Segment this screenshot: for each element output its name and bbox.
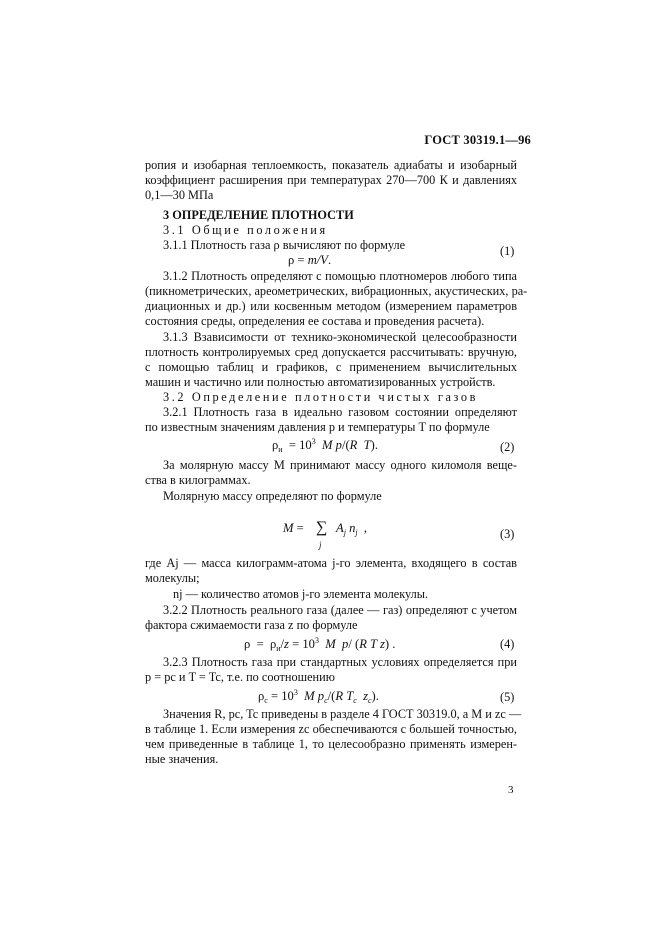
text-line: Значения R, pc, Tc приведены в разделе 4 ГОСТ 30319.0, а M и zc — [163, 707, 522, 721]
text-line: (пикнометрических, ареометрических, вибрационных, акустических, ра- [145, 284, 528, 298]
equation-number: (5) [500, 690, 515, 704]
text-line: 0,1—30 МПа [145, 188, 214, 202]
text-line: 3.2.3 Плотность газа при стандартных условиях определяется при [163, 655, 517, 669]
text-line: 3.1.2 Плотность определяют с помощью плотномеров любого типа [163, 269, 517, 283]
text-line: плотность контролируемых сред допускается рассчитывать: вручную, [145, 345, 517, 359]
page-number: 3 [508, 784, 514, 796]
text-line: диационных и др.) или косвенным методом (измерением параметров [145, 299, 517, 313]
text-line: ства в килограммах. [145, 473, 251, 487]
text-line: ропия и изобарная теплоемкость, показатель адиабаты и изобарный [145, 158, 517, 172]
text-line: по известным значениям давления p и температуры T по формуле [145, 420, 490, 434]
text-line: коэффициент расширения при температурах 270—700 К и давлениях [145, 173, 517, 187]
sum-index: j [319, 540, 322, 550]
text-line: 3.2.1 Плотность газа в идеально газовом состоянии определяют [163, 405, 517, 419]
text-line: где Aj — масса килограмм-атома j-го элемента, входящего в состав [145, 556, 517, 570]
text-line: машин и частично или полностью автоматизированных устройств. [145, 375, 496, 389]
text-line: За молярную массу M принимают массу одного киломоля веще- [163, 458, 517, 472]
text-line: p = pc и T = Tc, т.е. по соотношению [145, 670, 335, 684]
formula-4: $\rho = \rho_и/z = 10^3$ M p/ (R T z) . [244, 636, 396, 653]
formula-1: ρ = m/V. [288, 253, 332, 267]
text-line: в таблице 1. Если измерения zc обеспечиваются с большей точностью, [145, 722, 517, 736]
subsection-heading: 3.2 Определение плотности чистых газов [163, 390, 479, 404]
document-header: ГОСТ 30319.1—96 [424, 133, 531, 147]
equation-number: (1) [500, 244, 515, 258]
section-heading: 3 ОПРЕДЕЛЕНИЕ ПЛОТНОСТИ [163, 208, 354, 222]
formula-2: $\rho_и = 10^3$ M p/(R T). [272, 437, 379, 454]
text-line: состояния среды, определения ее состава и проведения расчета). [145, 314, 485, 328]
formula-3: M = [283, 521, 304, 535]
sigma-symbol: ∑ [316, 519, 328, 536]
text-line: молекулы; [145, 571, 200, 585]
text-line: nj — количество атомов j-го элемента молекулы. [173, 587, 429, 601]
subsection-heading: 3.1 Общие положения [163, 223, 328, 237]
text-line: фактора сжимаемости газа z по формуле [145, 618, 358, 632]
formula-3-body: $A_j$ $n_j$ , [336, 521, 368, 537]
text-line: Молярную массу определяют по формуле [163, 489, 382, 503]
text-line: 3.1.1 Плотность газа ρ вычисляют по формуле [163, 238, 406, 252]
text-line: с помощью таблиц и графиков, с применением вычислительных [145, 360, 517, 374]
text-line: чем приведенные в таблице 1, то целесообразно применять измерен- [145, 737, 517, 751]
text-line: 3.2.2 Плотность реального газа (далее — газ) определяют с учетом [163, 603, 517, 617]
equation-number: (2) [500, 440, 515, 454]
text-line: 3.1.3 Взависимости от технико-экономической целесообразности [163, 330, 517, 344]
text-line: ные значения. [145, 752, 219, 766]
equation-number: (4) [500, 637, 515, 651]
formula-5: $\rho_c = 10^3$ M $p_c/(R$ $T_c$ $z_c$). [258, 688, 379, 705]
equation-number: (3) [500, 527, 515, 541]
